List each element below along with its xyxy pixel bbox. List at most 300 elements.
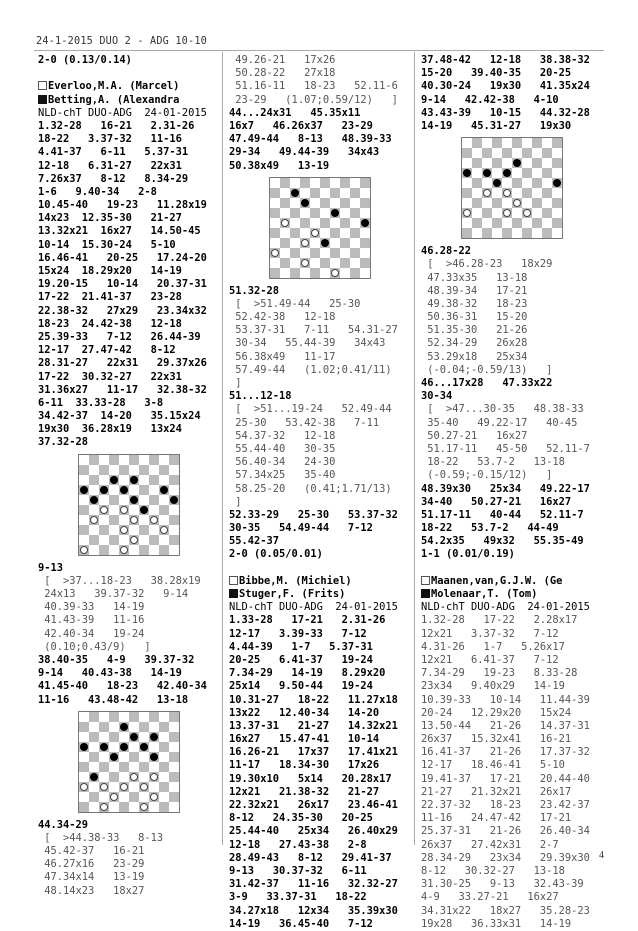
move-line: 34.27x18 12x34 35.39x30 <box>229 904 398 917</box>
black-player-name <box>229 588 411 601</box>
board-dark-square <box>552 158 562 168</box>
variation-line: 48.14x23 18x27 <box>38 884 145 897</box>
variation-line: 52.42-38 12-18 <box>229 311 336 324</box>
board-dark-square <box>169 732 179 742</box>
board-light-square <box>119 475 129 485</box>
board-light-square <box>149 762 159 772</box>
board-dark-square <box>169 752 179 762</box>
board-dark-square <box>542 188 552 198</box>
board-light-square <box>109 802 119 812</box>
board-light-square <box>360 248 370 258</box>
board-dark-square <box>552 138 562 148</box>
board-dark-square <box>159 782 169 792</box>
board-light-square <box>109 742 119 752</box>
move-line: 16.26-21 17x37 17.41x21 <box>229 746 398 759</box>
board-dark-square <box>542 208 552 218</box>
move-line: 11-16 43.48-42 13-18 <box>38 693 189 706</box>
board-light-square <box>99 455 109 465</box>
board-dark-square <box>340 238 350 248</box>
board-light-square <box>109 722 119 732</box>
board-light-square <box>552 168 562 178</box>
move-line: 1.32-28 16-21 2.31-26 <box>38 119 195 132</box>
board-light-square <box>109 505 119 515</box>
board-light-square <box>109 485 119 495</box>
column-1 <box>38 54 220 898</box>
board-light-square <box>89 742 99 752</box>
black-piece <box>130 476 138 484</box>
board-light-square <box>360 228 370 238</box>
move-line: 1.33-28 17-21 2.31-26 <box>229 614 386 627</box>
variation-line: 56.40-34 24-30 <box>229 456 336 469</box>
board-dark-square <box>89 495 99 505</box>
event-line: NLD-chT DUO-ADG 24-01-2015 <box>421 601 590 614</box>
board-light-square <box>139 475 149 485</box>
board-dark-square <box>462 188 472 198</box>
variation-line: 53.29x18 25x34 <box>421 350 528 363</box>
variation-line: 45.42-37 16-21 <box>38 845 145 858</box>
variation-line: 48.39-34 17-21 <box>421 284 528 297</box>
board-light-square <box>330 198 340 208</box>
move-line: 16.46-41 20-25 17.24-20 <box>38 251 207 264</box>
board-light-square <box>502 158 512 168</box>
board-dark-square <box>99 782 109 792</box>
white-player-name <box>38 80 220 93</box>
black-piece <box>110 753 118 761</box>
board-light-square <box>290 238 300 248</box>
board-dark-square <box>99 545 109 555</box>
draughts-board-diagram <box>78 711 180 813</box>
board-dark-square <box>139 505 149 515</box>
black-piece <box>130 733 138 741</box>
board-light-square <box>512 228 522 238</box>
board-light-square <box>149 802 159 812</box>
white-piece <box>463 209 471 217</box>
board-dark-square <box>139 485 149 495</box>
move-line: 17-22 21.41-37 23-28 <box>38 291 182 304</box>
move-line: 3-9 33.37-31 18-22 <box>229 891 367 904</box>
board-light-square <box>79 712 89 722</box>
board-light-square <box>149 742 159 752</box>
spacer <box>421 562 603 575</box>
board-light-square <box>310 198 320 208</box>
board-dark-square <box>492 158 502 168</box>
board-light-square <box>129 485 139 495</box>
board-dark-square <box>492 198 502 208</box>
move-line: 12-17 27.47-42 8-12 <box>38 344 176 357</box>
board-dark-square <box>310 248 320 258</box>
board-dark-square <box>280 218 290 228</box>
board-light-square <box>129 802 139 812</box>
board-light-square <box>169 545 179 555</box>
variation-line: 19.41-37 17-21 20.44-40 <box>421 772 590 785</box>
variation-line: (0.10;0.43/9) ] <box>38 640 151 653</box>
board-dark-square <box>109 752 119 762</box>
board-light-square <box>522 218 532 228</box>
board-light-square <box>542 158 552 168</box>
board-dark-square <box>310 228 320 238</box>
board-light-square <box>89 782 99 792</box>
move-line: 31.36x27 11-17 32.38-32 <box>38 383 207 396</box>
board-dark-square <box>139 782 149 792</box>
board-light-square <box>512 208 522 218</box>
variation-line: 16.41-37 21-26 17.37-32 <box>421 746 590 759</box>
board-light-square <box>552 228 562 238</box>
board-light-square <box>89 485 99 495</box>
variation-line: 42.40-34 19-24 <box>38 627 145 640</box>
board-dark-square <box>350 208 360 218</box>
board-light-square <box>79 772 89 782</box>
board-dark-square <box>89 455 99 465</box>
move-line: 20-25 6.41-37 19-24 <box>229 653 373 666</box>
board-light-square <box>472 208 482 218</box>
board-dark-square <box>532 138 542 148</box>
board-light-square <box>270 218 280 228</box>
board-dark-square <box>320 178 330 188</box>
board-light-square <box>492 228 502 238</box>
move-line: 4.44-39 1-7 5.37-31 <box>229 640 373 653</box>
move-line: 31.42-37 11-16 32.32-27 <box>229 878 398 891</box>
board-light-square <box>99 475 109 485</box>
move-line: 19.30x10 5x14 20.28x17 <box>229 772 392 785</box>
board-dark-square <box>360 218 370 228</box>
board-dark-square <box>512 158 522 168</box>
white-square-icon <box>421 576 430 585</box>
board-dark-square <box>129 752 139 762</box>
board-dark-square <box>472 138 482 148</box>
board-light-square <box>340 268 350 278</box>
white-piece <box>100 506 108 514</box>
board-light-square <box>159 455 169 465</box>
board-dark-square <box>159 802 169 812</box>
move-line: 37.48-42 12-18 38.38-32 <box>421 54 590 66</box>
column-divider <box>222 52 223 845</box>
board-dark-square <box>502 148 512 158</box>
board-light-square <box>99 515 109 525</box>
board-light-square <box>310 258 320 268</box>
board-dark-square <box>542 148 552 158</box>
board-light-square <box>119 732 129 742</box>
variation-line: 20-24 12.29x20 15x24 <box>421 706 572 719</box>
board-light-square <box>310 218 320 228</box>
board-dark-square <box>109 535 119 545</box>
board-dark-square <box>330 208 340 218</box>
board-dark-square <box>350 248 360 258</box>
board-light-square <box>149 782 159 792</box>
white-piece <box>331 269 339 277</box>
board-dark-square <box>109 732 119 742</box>
black-piece <box>100 743 108 751</box>
board-light-square <box>169 742 179 752</box>
board-light-square <box>502 198 512 208</box>
board-light-square <box>542 218 552 228</box>
board-light-square <box>119 792 129 802</box>
board-light-square <box>139 712 149 722</box>
board-dark-square <box>512 218 522 228</box>
spacer <box>38 67 220 80</box>
board-light-square <box>119 712 129 722</box>
move-line: 50.38x49 13-19 <box>229 159 330 172</box>
board-dark-square <box>300 178 310 188</box>
board-dark-square <box>159 525 169 535</box>
black-square-icon <box>421 589 430 598</box>
variation-line: (-0.59;-0.15/12) ] <box>421 469 553 482</box>
board-dark-square <box>119 545 129 555</box>
board-dark-square <box>350 268 360 278</box>
board-light-square <box>159 475 169 485</box>
black-square-icon <box>38 95 47 104</box>
board-light-square <box>99 752 109 762</box>
board-light-square <box>79 752 89 762</box>
board-dark-square <box>89 772 99 782</box>
board-dark-square <box>159 722 169 732</box>
board-dark-square <box>79 722 89 732</box>
variation-line: [ >47...30-35 48.38-33 <box>421 403 584 416</box>
black-piece <box>291 189 299 197</box>
board-dark-square <box>532 178 542 188</box>
board-light-square <box>149 722 159 732</box>
board-dark-square <box>99 742 109 752</box>
move-line: 18-22 3.37-32 11-16 <box>38 133 182 146</box>
board-light-square <box>149 525 159 535</box>
board-dark-square <box>360 258 370 268</box>
board-dark-square <box>159 762 169 772</box>
white-piece <box>90 516 98 524</box>
board-light-square <box>149 545 159 555</box>
black-piece <box>331 209 339 217</box>
board-dark-square <box>290 228 300 238</box>
variation-line: [ >51...19-24 52.49-44 <box>229 403 392 416</box>
variation-line: 19x28 36.33x31 14-19 <box>421 917 572 930</box>
board-dark-square <box>79 762 89 772</box>
board-light-square <box>89 545 99 555</box>
variation-line: 8-12 30.32-27 13-18 <box>421 864 565 877</box>
variation-line: 12x21 3.37-32 7-12 <box>421 627 559 640</box>
board-dark-square <box>280 178 290 188</box>
board-dark-square <box>119 525 129 535</box>
board-dark-square <box>482 188 492 198</box>
board-dark-square <box>99 802 109 812</box>
board-dark-square <box>109 495 119 505</box>
board-light-square <box>280 228 290 238</box>
board-dark-square <box>512 178 522 188</box>
board-dark-square <box>79 742 89 752</box>
board-dark-square <box>149 712 159 722</box>
board-light-square <box>159 732 169 742</box>
board-light-square <box>482 138 492 148</box>
board-light-square <box>290 198 300 208</box>
white-piece <box>120 546 128 554</box>
move-line: 12-18 6.31-27 22x31 <box>38 159 182 172</box>
board-light-square <box>340 188 350 198</box>
variation-line: 50.27-21 16x27 <box>421 429 528 442</box>
move-line: 14-19 36.45-40 7-12 <box>229 917 373 930</box>
white-piece <box>130 536 138 544</box>
board-light-square <box>340 208 350 218</box>
move-line: 52.33-29 25-30 53.37-32 <box>229 508 398 521</box>
black-player-name <box>38 94 220 107</box>
player-name-text: Molenaar,T. (Tom) <box>431 588 538 600</box>
board-dark-square <box>340 258 350 268</box>
move-line: 22.32x21 26x17 23.46-41 <box>229 799 398 811</box>
board-dark-square <box>169 455 179 465</box>
black-piece <box>493 179 501 187</box>
board-dark-square <box>129 792 139 802</box>
white-piece <box>130 773 138 781</box>
board-dark-square <box>482 208 492 218</box>
board-light-square <box>109 782 119 792</box>
white-piece <box>271 249 279 257</box>
column-2 <box>229 54 411 931</box>
board-dark-square <box>462 208 472 218</box>
board-light-square <box>290 218 300 228</box>
board-dark-square <box>290 208 300 218</box>
move-line: 54.2x35 49x32 55.35-49 <box>421 535 584 548</box>
move-line: 10.31-27 18-22 11.27x18 <box>229 693 398 706</box>
board-dark-square <box>119 802 129 812</box>
move-line: 25.39-33 7-12 26.44-39 <box>38 330 201 343</box>
board-dark-square <box>119 505 129 515</box>
board-dark-square <box>472 158 482 168</box>
board-light-square <box>360 268 370 278</box>
move-line: 13.32x21 16x27 14.50-45 <box>38 225 201 238</box>
board-dark-square <box>119 485 129 495</box>
move-line: 12-17 3.39-33 7-12 <box>229 627 367 640</box>
board-light-square <box>552 188 562 198</box>
black-player-name <box>421 588 603 601</box>
move-line: 13x22 12.40-34 14-20 <box>229 706 380 719</box>
variation-line: 49.38-32 18-23 <box>421 297 528 310</box>
board-light-square <box>169 802 179 812</box>
variation-line: 13.50-44 21-26 14.37-31 <box>421 719 590 732</box>
board-dark-square <box>109 772 119 782</box>
board-light-square <box>139 752 149 762</box>
white-square-icon <box>229 576 238 585</box>
move-line: 38.40-35 4-9 39.37-32 <box>38 653 195 666</box>
board-dark-square <box>119 782 129 792</box>
variation-line: [ >51.49-44 25-30 <box>229 297 361 310</box>
board-dark-square <box>119 762 129 772</box>
board-dark-square <box>99 525 109 535</box>
board-dark-square <box>79 545 89 555</box>
board-dark-square <box>149 475 159 485</box>
board-dark-square <box>502 208 512 218</box>
board-light-square <box>532 208 542 218</box>
board-dark-square <box>99 505 109 515</box>
board-dark-square <box>552 178 562 188</box>
move-line: 19.20-15 10-14 20.37-31 <box>38 278 207 291</box>
board-light-square <box>280 268 290 278</box>
board-light-square <box>360 188 370 198</box>
move-line: 15x24 18.29x20 14-19 <box>38 265 182 277</box>
board-dark-square <box>280 238 290 248</box>
board-light-square <box>159 515 169 525</box>
variation-line: 47.34x14 13-19 <box>38 871 145 884</box>
variation-line: 55.44-40 30-35 <box>229 442 336 455</box>
black-piece <box>503 169 511 177</box>
white-piece <box>503 209 511 217</box>
player-name-text: Everloo,M.A. (Marcel) <box>48 80 180 93</box>
board-light-square <box>512 168 522 178</box>
board-dark-square <box>159 505 169 515</box>
board-dark-square <box>502 228 512 238</box>
board-dark-square <box>129 772 139 782</box>
board-dark-square <box>169 515 179 525</box>
board-dark-square <box>129 495 139 505</box>
white-piece <box>301 239 309 247</box>
board-light-square <box>482 178 492 188</box>
move-line: 4.41-37 6-11 5.37-31 <box>38 146 189 159</box>
black-piece <box>483 169 491 177</box>
variation-line: 11-16 24.47-42 17-21 <box>421 812 572 825</box>
board-dark-square <box>350 188 360 198</box>
player-name-text: Maanen,van,G.J.W. (Ge <box>431 574 563 587</box>
board-dark-square <box>99 465 109 475</box>
white-piece <box>523 209 531 217</box>
board-light-square <box>159 772 169 782</box>
black-piece <box>513 159 521 167</box>
board-light-square <box>129 782 139 792</box>
board-dark-square <box>89 732 99 742</box>
board-light-square <box>330 238 340 248</box>
board-dark-square <box>89 535 99 545</box>
board-dark-square <box>149 772 159 782</box>
variation-line: 25-30 53.42-38 7-11 <box>229 416 380 429</box>
move-line: 30-34 <box>421 390 453 403</box>
variation-line: 51.16-11 18-23 52.11-6 <box>229 80 398 93</box>
board-light-square <box>310 238 320 248</box>
board-light-square <box>462 158 472 168</box>
white-piece <box>483 189 491 197</box>
board-light-square <box>482 218 492 228</box>
black-piece <box>90 496 98 504</box>
move-line: 9-14 42.42-38 4-10 <box>421 93 559 106</box>
variation-line: 47.33x35 13-18 <box>421 271 528 284</box>
variation-line: 51.35-30 21-26 <box>421 324 528 337</box>
board-dark-square <box>270 228 280 238</box>
board-light-square <box>320 208 330 218</box>
board-light-square <box>280 188 290 198</box>
white-piece <box>80 783 88 791</box>
white-piece <box>100 803 108 811</box>
white-piece <box>150 793 158 801</box>
board-light-square <box>532 168 542 178</box>
white-piece <box>120 526 128 534</box>
board-dark-square <box>310 268 320 278</box>
spacer <box>229 562 411 575</box>
board-light-square <box>512 148 522 158</box>
board-dark-square <box>360 238 370 248</box>
board-dark-square <box>502 168 512 178</box>
board-light-square <box>99 535 109 545</box>
white-piece <box>120 506 128 514</box>
board-light-square <box>522 158 532 168</box>
board-dark-square <box>159 465 169 475</box>
board-dark-square <box>139 465 149 475</box>
variation-line: 49.26-21 17x26 <box>229 54 336 66</box>
board-light-square <box>492 208 502 218</box>
variation-line: 46.27x16 23-29 <box>38 858 145 871</box>
board-dark-square <box>462 228 472 238</box>
board-light-square <box>270 238 280 248</box>
variation-line: 56.38x49 11-17 <box>229 350 336 363</box>
move-line: 17-22 30.32-27 22x31 <box>38 370 182 383</box>
board-dark-square <box>542 168 552 178</box>
board-light-square <box>89 762 99 772</box>
board-dark-square <box>512 198 522 208</box>
board-light-square <box>79 515 89 525</box>
board-dark-square <box>79 465 89 475</box>
variation-line: 12-17 18.46-41 5-10 <box>421 759 565 772</box>
